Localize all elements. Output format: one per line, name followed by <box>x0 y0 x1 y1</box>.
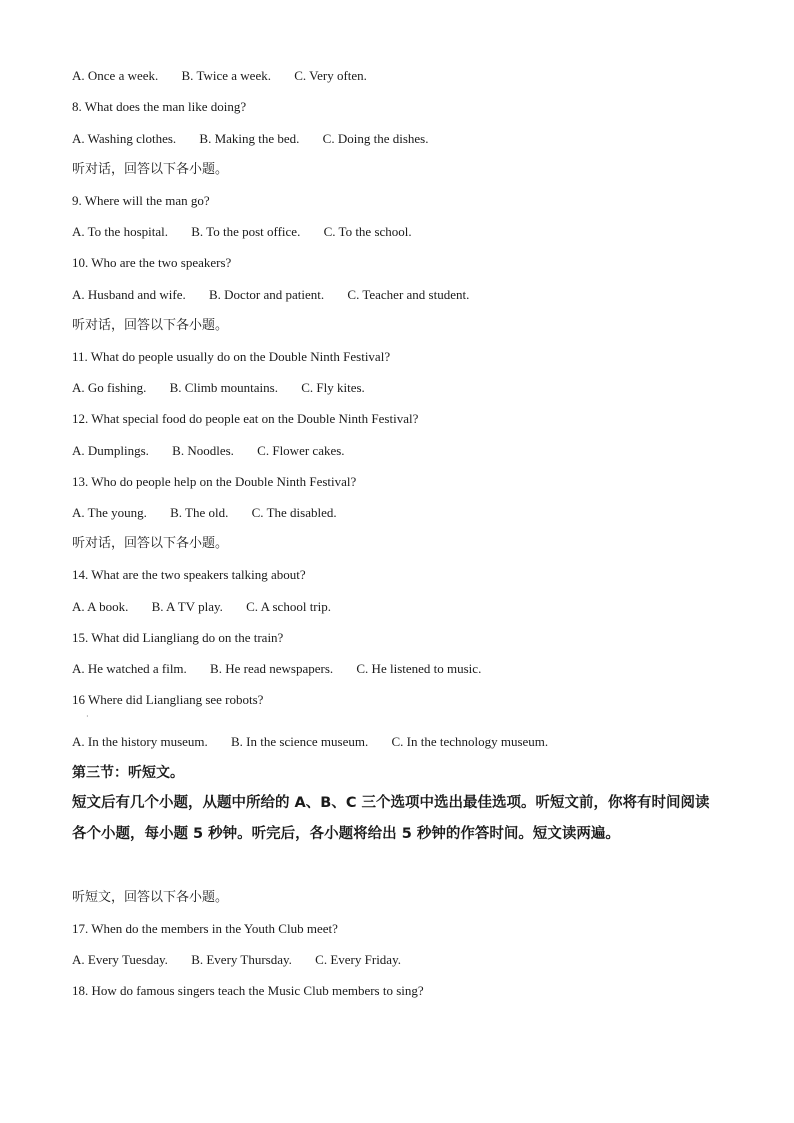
q10-question: 10. Who are the two speakers? <box>72 255 232 270</box>
option-a: A. Dumplings. <box>72 443 149 458</box>
q13-question: 13. Who do people help on the Double Ninth Festival? <box>72 474 357 489</box>
section3-title: 第三节：听短文。 <box>72 765 184 781</box>
option-a: A. A book. <box>72 599 129 614</box>
q15-question: 15. What did Liangliang do on the train? <box>72 630 284 645</box>
option-c: C. The disabled. <box>251 505 337 520</box>
option-b: B. Climb mountains. <box>169 380 278 395</box>
option-c: C. Every Friday. <box>315 952 401 967</box>
option-b: B. Twice a week. <box>181 68 271 83</box>
q12-question: 12. What special food do people eat on the Double Ninth Festival? <box>72 411 419 426</box>
q12-options <box>72 443 345 459</box>
q10-options <box>72 287 469 303</box>
option-b: B. Making the bed. <box>199 131 300 146</box>
q16-question: 16 Where did Liangliang see robots? <box>72 692 264 707</box>
option-a: A. Washing clothes. <box>72 131 177 146</box>
option-a: A. Go fishing. <box>72 380 147 395</box>
q17-question: 17. When do the members in the Youth Club meet? <box>72 921 338 936</box>
instruction-2: 听对话，回答以下各小题。 <box>72 318 229 333</box>
q17-options <box>72 952 401 968</box>
option-c: C. A school trip. <box>246 599 331 614</box>
option-a: A. Husband and wife. <box>72 287 186 302</box>
instruction-3: 听对话，回答以下各小题。 <box>72 536 229 551</box>
option-a: A. To the hospital. <box>72 224 168 239</box>
option-b: B. Doctor and patient. <box>208 287 325 302</box>
option-a: A. In the history museum. <box>72 734 208 749</box>
option-b: B. Noodles. <box>172 443 234 458</box>
q9-question: 9. Where will the man go? <box>72 193 210 208</box>
option-a: A. Once a week. <box>72 68 159 83</box>
q13-options <box>72 505 337 521</box>
q7-options <box>72 68 367 84</box>
option-c: C. He listened to music. <box>356 661 482 676</box>
q14-options <box>72 599 331 615</box>
option-b: B. A TV play. <box>151 599 223 614</box>
option-c: C. In the technology museum. <box>391 734 549 749</box>
option-c: C. Doing the dishes. <box>322 131 429 146</box>
option-c: C. Very often. <box>294 68 367 83</box>
q15-options <box>72 661 481 677</box>
q8-options <box>72 131 428 147</box>
option-c: C. Flower cakes. <box>257 443 345 458</box>
option-b: B. The old. <box>170 505 229 520</box>
option-a: A. The young. <box>72 505 147 520</box>
option-a: A. He watched a film. <box>72 661 187 676</box>
option-b: B. He read newspapers. <box>210 661 334 676</box>
option-c: C. Teacher and student. <box>347 287 470 302</box>
option-b: B. To the post office. <box>191 224 301 239</box>
q16-options <box>72 734 548 750</box>
q8-question: 8. What does the man like doing? <box>72 99 247 114</box>
q18-question: 18. How do famous singers teach the Music Club members to sing? <box>72 983 424 998</box>
option-b: B. Every Thursday. <box>191 952 292 967</box>
option-c: C. Fly kites. <box>301 380 365 395</box>
q9-options <box>72 224 412 240</box>
q11-options <box>72 380 365 396</box>
q14-question: 14. What are the two speakers talking about? <box>72 567 306 582</box>
instruction-1: 听对话，回答以下各小题。 <box>72 162 229 177</box>
stray-dot: · <box>86 712 89 721</box>
option-c: C. To the school. <box>323 224 412 239</box>
option-a: A. Every Tuesday. <box>72 952 168 967</box>
q11-question: 11. What do people usually do on the Double Ninth Festival? <box>72 349 391 364</box>
section3-instruction: 短文后有几个小题，从题中所给的 A、B、C 三个选项中选出最佳选项。听短文前，你将有时间阅读各个小题，每小题 5 秒钟。听完后，各小题将给出 5 秒钟的作答时间。短文读两遍。 <box>72 795 710 842</box>
instruction-4: 听短文，回答以下各小题。 <box>72 890 229 905</box>
option-b: B. In the science museum. <box>231 734 369 749</box>
